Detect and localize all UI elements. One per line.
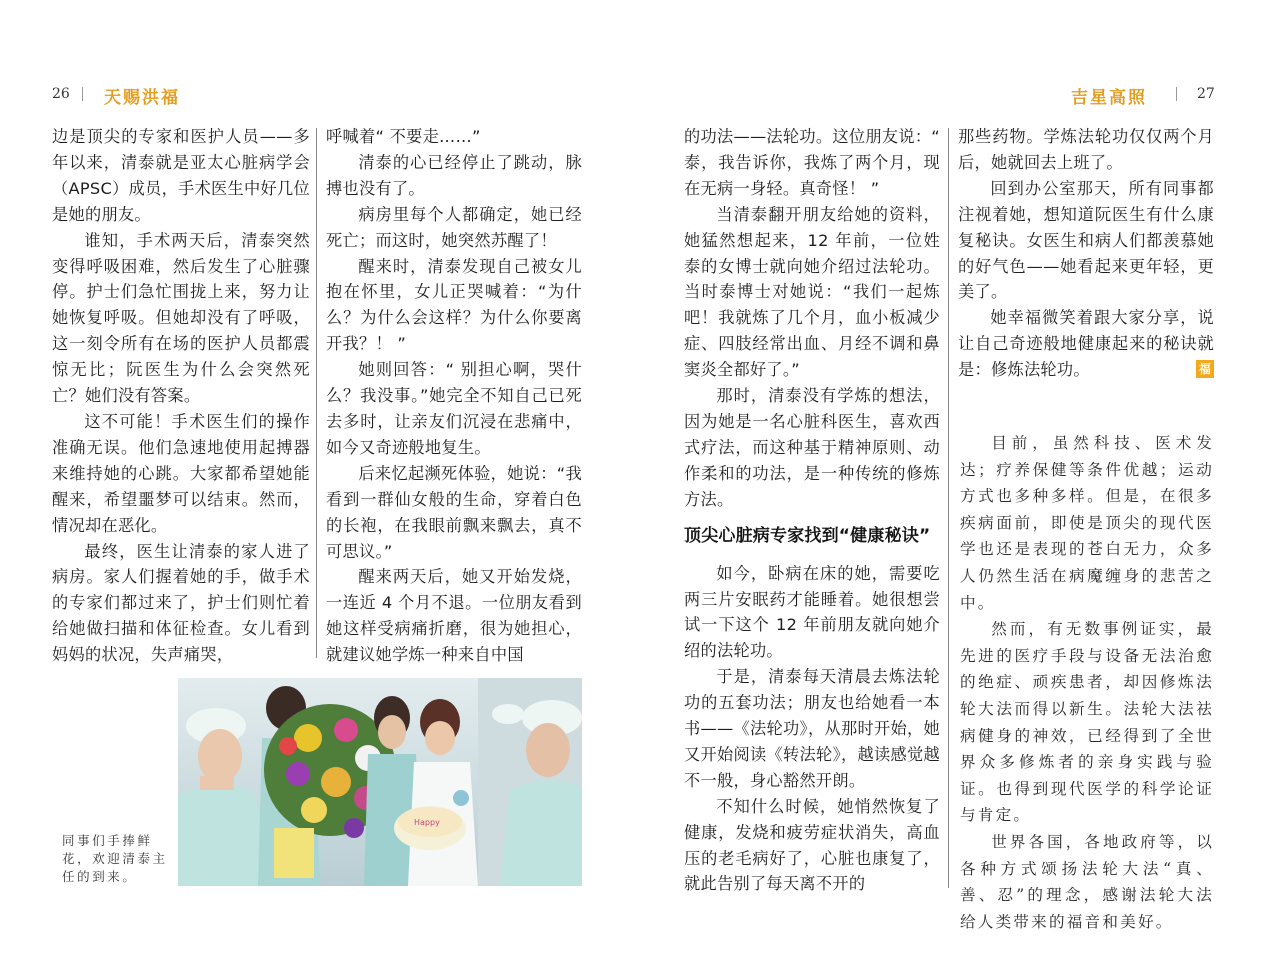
paragraph: 病房里每个人都确定，她已经死亡；而这时，她突然苏醒了！ <box>326 204 582 250</box>
sidebar-commentary <box>960 430 1214 935</box>
paragraph: 这不可能！手术医生们的操作准确无误。他们急速地使用起搏器来维持她的心跳。大家都希望她能醒来，希望噩梦可以结束。然而，情况却在恶化。 <box>52 411 310 535</box>
paragraph: 回到办公室那天，所有同事都注视着她，想知道阮医生有什么康复秘诀。女医生和病人们都羡慕她的好气色——她看起来更年轻，更美了。 <box>958 178 1214 302</box>
text-column-1 <box>52 124 310 668</box>
paragraph: 她则回答：“ 别担心啊，哭什么？我没事。”她完全不知自己已死去多时，让亲友们沉浸在悲痛中，如今又奇迹般地复生。 <box>326 360 582 457</box>
paragraph-text: 她幸福微笑着跟大家分享，说让自己奇迹般地健康起来的秘诀就是：修炼法轮功。 <box>958 308 1214 380</box>
sidebar-paragraph: 世界各国，各地政府等，以各种方式颂扬法轮大法“真、善、忍”的理念，感谢法轮大法给人类带来的福音和美好。 <box>960 832 1214 931</box>
text-column-2 <box>326 124 582 668</box>
paragraph: 醒来时，清泰发现自己被女儿抱在怀里，女儿正哭喊着：“为什么？为什么会这样？为什么你要离开我？！ ” <box>326 256 582 354</box>
paragraph: 不知什么时候，她悄然恢复了健康，发烧和疲劳症状消失，高血压的老毛病好了，心脏也康复了，就此告别了每天离不开的 <box>684 796 940 894</box>
right-running-title: 吉星高照 <box>1071 88 1147 108</box>
paragraph: 最终，医生让清泰的家人进了病房。家人们握着她的手，做手术的专家们都过来了，护士们则忙着给她做扫描和体征检查。女儿看到妈妈的状况，失声痛哭， <box>52 541 310 665</box>
paragraph: 的功法——法轮功。这位朋友说：“ 泰，我告诉你，我炼了两个月，现在无病一身轻。真奇怪！ ” <box>684 127 940 198</box>
photo-caption: 同事们手捧鲜花，欢迎清泰主任的到来。 <box>62 833 168 884</box>
paragraph: 当清泰翻开朋友给她的资料，她猛然想起来，12 年前，一位姓泰的女博士就向她介绍过法轮功。当时泰博士对她说：“我们一起炼吧！我就炼了几个月，血小板减少症、四肢经常出血、月经不调和鼻窦炎全都好了。” <box>684 204 940 380</box>
paragraph <box>958 305 1214 383</box>
cake-label: Happy <box>414 818 440 827</box>
paragraph: 呼喊着“ 不要走……” <box>326 127 481 146</box>
paragraph: 清泰的心已经停止了跳动，脉搏也没有了。 <box>326 152 582 198</box>
header-divider <box>82 87 83 101</box>
paragraph: 醒来两天后，她又开始发烧，一连近 4 个月不退。一位朋友看到她这样受病痛折磨，很为她担心，就建议她学炼一种来自中国 <box>326 567 582 665</box>
column-rule <box>948 128 949 888</box>
paragraph: 谁知，手术两天后，清泰突然变得呼吸困难，然后发生了心脏骤停。护士们急忙围拢上来，努力让她恢复呼吸。但她却没有了呼吸，这一刻令所有在场的医护人员都震惊无比；阮医生为什么会突然死亡？她们没有答案。 <box>52 230 310 406</box>
paragraph: 那些药物。学炼法轮功仅仅两个月后，她就回去上班了。 <box>958 127 1214 172</box>
text-column-4 <box>958 124 1214 383</box>
paragraph: 那时，清泰没有学炼的想法，因为她是一名心脏科医生，喜欢西式疗法，而这种基于精神原则、动作柔和的功法，是一种传统的修炼方法。 <box>684 386 940 509</box>
left-running-title: 天赐洪福 <box>104 88 180 108</box>
paragraph: 如今，卧病在床的她，需要吃两三片安眠药才能睡着。她很想尝试一下这个 12 年前朋友就向她介绍的法轮功。 <box>684 563 940 661</box>
header-divider <box>1176 87 1177 101</box>
section-heading: 顶尖心脏病专家找到“健康秘诀” <box>684 525 931 546</box>
paragraph: 边是顶尖的专家和医护人员——多年以来，清泰就是亚太心脏病学会（APSC）成员，手术医生中好几位是她的朋友。 <box>52 127 310 224</box>
sidebar-paragraph: 目前，虽然科技、医术发达；疗养保健等条件优越；运动方式也多种多样。但是，在很多疾病面前，即使是顶尖的现代医学也还是表现的苍白无力，众多人仍然生活在病魔缠身的悲苦之中。 <box>960 434 1214 612</box>
column-rule <box>316 128 317 658</box>
right-page-number: 27 <box>1197 86 1215 102</box>
sidebar-paragraph: 然而，有无数事例证实，最先进的医疗手段与设备无法治愈的绝症、顽疾患者，却因修炼法轮大法而得以新生。法轮大法祛病健身的神效，已经得到了全世界众多修炼者的亲身实践与验证。也得到现代医学的科学论证与肯定。 <box>960 620 1214 825</box>
paragraph: 于是，清泰每天清晨去炼法轮功的五套功法；朋友也给她看一本书——《法轮功》，从那时开始，她又开始阅读《转法轮》，越读感觉越不一般，身心豁然开朗。 <box>684 667 940 790</box>
paragraph: 后来忆起濒死体验，她说：“我看到一群仙女般的生命，穿着白色的长袍，在我眼前飘来飘去，真不可思议。” <box>326 463 582 561</box>
article-end-mark: 福 <box>1196 360 1214 378</box>
text-column-3 <box>684 124 940 897</box>
left-page-number: 26 <box>52 86 70 102</box>
nurses-flowers-photo <box>178 678 582 886</box>
